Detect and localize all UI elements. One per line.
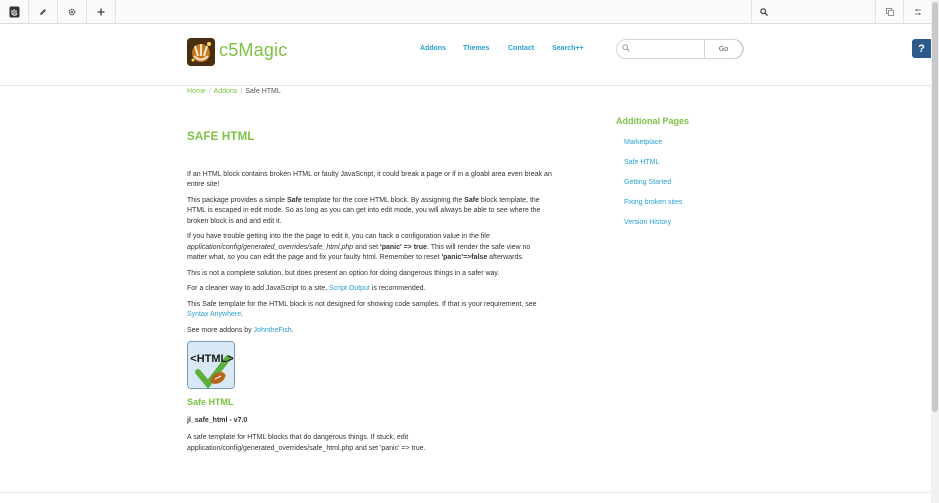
sidebar-link-fixing-broken-sites[interactable]: Fixing broken sites <box>624 199 683 206</box>
site-search-input[interactable] <box>633 43 705 55</box>
breadcrumb-current: Safe HTML <box>245 88 281 95</box>
sidebar-title: Additional Pages <box>616 116 690 126</box>
nav-addons[interactable]: Addons <box>420 45 447 52</box>
package-icon-label: <HTML> <box>190 353 234 365</box>
search-icon <box>760 8 768 16</box>
package-icon <box>187 341 235 389</box>
page-scrollbar[interactable] <box>931 0 939 503</box>
help-button[interactable]: ? <box>912 39 931 58</box>
author-link[interactable]: JohntheFish <box>253 326 292 334</box>
copy-pages-icon[interactable] <box>875 0 903 24</box>
script-output-link[interactable]: Script Output <box>329 285 370 292</box>
footer-divider <box>0 492 931 493</box>
site-logo[interactable] <box>187 38 215 66</box>
nav-themes[interactable]: Themes <box>463 45 490 52</box>
site-name[interactable]: c5Magic <box>219 40 288 60</box>
syntax-paragraph: This Safe template for the HTML block is not designed for showing code samples. If that is your requirement, see Syntax Anywhere. <box>187 300 537 318</box>
search-go-button[interactable]: Go <box>704 39 743 59</box>
search-icon <box>622 44 630 52</box>
script-output-paragraph: For a cleaner way to add JavaScript to a site, Script Output is recommended. <box>187 285 426 292</box>
cms-toolbar <box>0 0 931 24</box>
syntax-anywhere-link[interactable]: Syntax Anywhere <box>187 311 242 318</box>
description-paragraph: This package provides a simple Safe template for the core HTML block. By assigning the Safe block template, the HTML is escaped in edit mode. So as long as you can get into edit mode, you will always be able to see where the broken block is and and edit it. <box>187 196 541 225</box>
cms-search-field[interactable] <box>751 0 875 24</box>
site-header <box>0 24 931 86</box>
sidebar <box>616 116 816 236</box>
breadcrumb-separator: / <box>240 88 243 95</box>
breadcrumb-separator: / <box>208 88 211 95</box>
sidebar-link-version-history[interactable]: Version History <box>624 219 672 226</box>
nav-contact[interactable]: Contact <box>508 45 535 52</box>
note-paragraph: This is not a complete solution, but does present an option for doing dangerous things in a safer way. <box>187 269 500 277</box>
sliders-icon[interactable] <box>903 0 931 24</box>
package-title: Safe HTML <box>187 397 234 407</box>
breadcrumb-addons[interactable]: Addons <box>213 88 238 95</box>
sidebar-link-getting-started[interactable]: Getting Started <box>624 179 672 186</box>
panic-paragraph: If you have trouble getting into the the page to edit it, you can hack a configuration value in the file application/config/generated_overrides/safe_html.php and set 'panic' => true. This will render the safe view no matter what, so you can edit the page and fix your faulty html. Remember to reset 'panic'=>false afterwards. <box>187 233 531 261</box>
breadcrumb-home[interactable]: Home <box>187 88 206 95</box>
site-search <box>616 39 744 59</box>
package-description: A safe template for HTML blocks that do dangerous things. If stuck, edit application/config/generated_overrides/safe_html.php and set 'panic' => true. <box>187 434 426 452</box>
sidebar-link-marketplace[interactable]: Marketplace <box>624 139 663 146</box>
package-version: jl_safe_html - v7.0 <box>187 416 248 424</box>
scrollbar-thumb[interactable] <box>932 2 938 412</box>
intro-paragraph: If an HTML block contains broken HTML or faulty JavaScript, it could break a page or if in a gloabl area even break an entire site! <box>187 170 552 188</box>
page-title: SAFE HTML <box>187 131 255 143</box>
breadcrumb <box>187 88 281 95</box>
pencil-icon[interactable] <box>29 0 58 24</box>
nav-search-plus[interactable]: Search++ <box>552 45 584 52</box>
gear-icon[interactable] <box>58 0 87 24</box>
author-paragraph: See more addons by JohntheFish. <box>187 326 294 334</box>
concrete5-logo-icon[interactable] <box>0 0 29 24</box>
sidebar-link-safe-html[interactable]: Safe HTML <box>624 159 660 166</box>
main-content <box>187 132 552 459</box>
plus-icon[interactable] <box>87 0 116 24</box>
